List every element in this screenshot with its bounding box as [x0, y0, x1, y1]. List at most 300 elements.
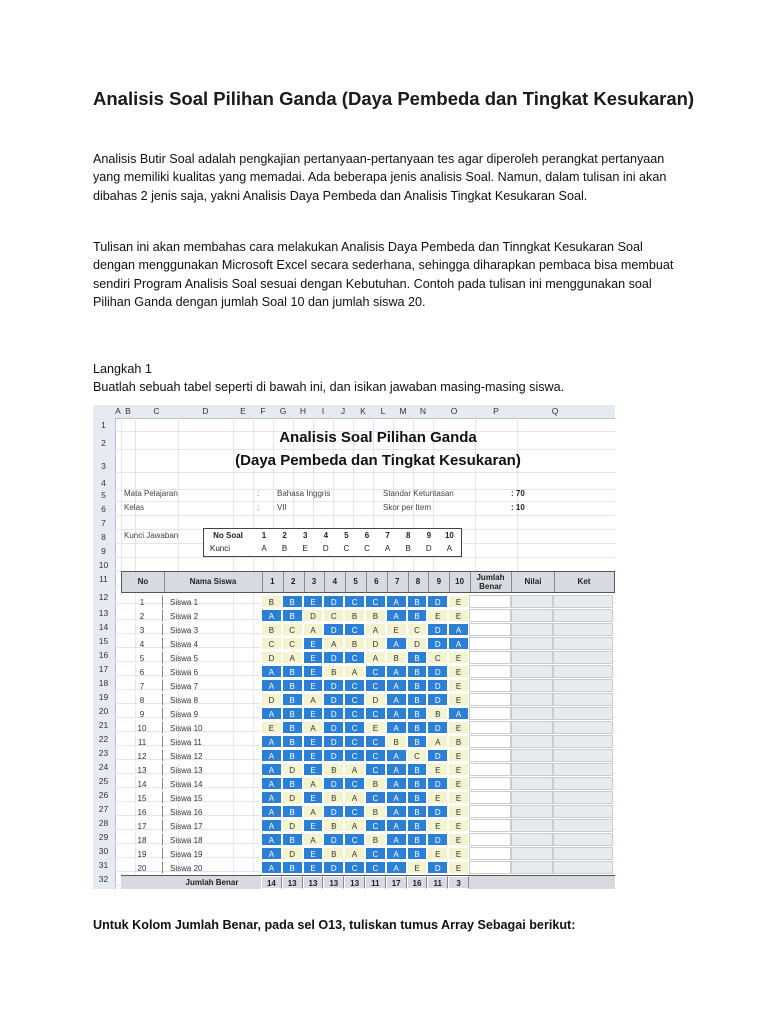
jumlah-benar-cell [469, 763, 511, 776]
answer-cell: B [282, 861, 303, 874]
answer-cell: E [303, 749, 324, 762]
ket-cell [553, 595, 613, 608]
answer-cell: D [323, 651, 344, 664]
nilai-cell [511, 595, 553, 608]
student-name: Siswa 12 [163, 749, 261, 762]
answer-cell: B [282, 665, 303, 678]
column-letter: L [380, 406, 386, 416]
table-row [121, 777, 615, 791]
jumlah-benar-cell [469, 819, 511, 832]
row-number: 30 [98, 846, 109, 856]
answer-cell: B [282, 595, 303, 608]
ket-cell [553, 819, 613, 832]
header-soal-number: 4 [324, 572, 346, 592]
kunci-answer: C [364, 544, 370, 553]
answer-cell: B [386, 735, 407, 748]
answer-cell: C [407, 623, 428, 636]
row-number: 8 [101, 532, 106, 542]
kunci-row-label: Kunci [210, 544, 231, 553]
answer-cell: A [386, 777, 407, 790]
answer-cell: E [448, 791, 469, 804]
row-number: 4 [101, 478, 106, 488]
jumlah-benar-cell [469, 847, 511, 860]
answer-cell: D [365, 693, 386, 706]
answer-cell: D [323, 735, 344, 748]
answer-cell: A [365, 623, 386, 636]
answer-cell: B [344, 637, 365, 650]
answer-cell: C [344, 693, 365, 706]
header-ket: Ket [577, 577, 591, 586]
answer-cell: A [261, 791, 282, 804]
answer-cell: C [365, 735, 386, 748]
answer-cell: A [386, 665, 407, 678]
answer-cell: A [282, 651, 303, 664]
answer-cell: B [407, 805, 428, 818]
nilai-cell [511, 749, 553, 762]
answer-cell: B [365, 777, 386, 790]
jumlah-benar-cell [469, 707, 511, 720]
row-header-bar [93, 418, 116, 889]
header-soal-number: 7 [387, 572, 409, 592]
ket-cell [553, 861, 613, 874]
sum-row [121, 875, 615, 889]
ket-cell [553, 721, 613, 734]
answer-cell: A [344, 665, 365, 678]
soal-number: 4 [323, 531, 329, 540]
answer-cell: B [365, 833, 386, 846]
student-name: Siswa 7 [163, 679, 261, 692]
table-row [121, 833, 615, 847]
step-title: Langkah 1 [93, 362, 152, 376]
answer-cell: A [365, 651, 386, 664]
answer-cell: C [407, 749, 428, 762]
table-row [121, 791, 615, 805]
jumlah-benar-cell [469, 609, 511, 622]
answer-cell: E [303, 763, 324, 776]
answer-cell: E [448, 749, 469, 762]
answer-cell: C [365, 763, 386, 776]
column-letter: E [240, 406, 246, 416]
answer-cell: A [261, 735, 282, 748]
answer-cell: B [282, 805, 303, 818]
answer-cell: D [282, 819, 303, 832]
student-no: 14 [121, 777, 163, 790]
row-number: 14 [98, 622, 109, 632]
answer-cell: A [303, 777, 324, 790]
answer-cell: C [282, 637, 303, 650]
answer-cell: C [344, 749, 365, 762]
row-number: 22 [98, 734, 109, 744]
student-no: 5 [121, 651, 163, 664]
answer-cell: B [323, 791, 344, 804]
step-description: Buatlah sebuah tabel seperti di bawah ini, dan isikan jawaban masing-masing siswa. [93, 380, 565, 395]
nilai-cell [511, 735, 553, 748]
student-no: 2 [121, 609, 163, 622]
header-nama-siswa: Nama Siswa [164, 572, 263, 592]
answer-cell: B [386, 651, 407, 664]
answer-cell: C [365, 861, 386, 874]
student-name: Siswa 16 [163, 805, 261, 818]
jumlah-benar-cell [469, 595, 511, 608]
skor-label: Skor per Item [383, 503, 432, 512]
sum-cell: 11 [365, 876, 386, 889]
answer-cell: D [261, 693, 282, 706]
answer-cell: C [365, 707, 386, 720]
column-letter: M [399, 406, 407, 416]
answer-cell: B [407, 721, 428, 734]
sum-cell: 13 [282, 876, 303, 889]
row-number: 11 [99, 574, 108, 584]
answer-cell: D [323, 749, 344, 762]
ket-cell [553, 679, 613, 692]
answer-cell: C [344, 679, 365, 692]
student-name: Siswa 11 [163, 735, 261, 748]
answer-cell: A [386, 679, 407, 692]
answer-cell: C [344, 721, 365, 734]
answer-cell: C [365, 847, 386, 860]
answer-cell: D [427, 679, 448, 692]
answer-cell: D [323, 805, 344, 818]
table-row [121, 735, 615, 749]
answer-cell: D [323, 693, 344, 706]
student-name: Siswa 18 [163, 833, 261, 846]
answer-cell: B [407, 763, 428, 776]
student-no: 6 [121, 665, 163, 678]
student-no: 20 [121, 861, 163, 874]
answer-cell: B [448, 735, 469, 748]
student-name: Siswa 10 [163, 721, 261, 734]
header-soal-number: 2 [283, 572, 305, 592]
row-number: 28 [98, 818, 109, 828]
kunci-answer: B [281, 544, 288, 553]
table-row [121, 847, 615, 861]
table-row [121, 805, 615, 819]
kunci-answer: E [302, 544, 308, 553]
ket-cell [553, 623, 613, 636]
answer-cell: A [386, 847, 407, 860]
answer-cell: E [448, 595, 469, 608]
answer-cell: B [282, 707, 303, 720]
row-number: 16 [98, 650, 109, 660]
answer-cell: C [282, 623, 303, 636]
answer-cell: D [427, 749, 448, 762]
student-name: Siswa 19 [163, 847, 261, 860]
answer-cell: E [261, 721, 282, 734]
row-number: 21 [98, 720, 109, 730]
answer-cell: D [427, 693, 448, 706]
ket-cell [553, 763, 613, 776]
answer-cell: A [386, 791, 407, 804]
answer-cell: A [303, 833, 324, 846]
kunci-answer: A [384, 544, 391, 553]
header-soal-number: 6 [366, 572, 388, 592]
jumlah-benar-cell [469, 637, 511, 650]
student-no: 8 [121, 693, 163, 706]
row-number: 25 [98, 776, 109, 786]
table-row [121, 749, 615, 763]
kunci-jawaban-label: Kunci Jawaban [124, 531, 179, 540]
answer-cell: C [344, 623, 365, 636]
jumlah-benar-cell [469, 749, 511, 762]
gridline [115, 449, 615, 450]
answer-cell: B [407, 819, 428, 832]
row-number: 19 [98, 692, 109, 702]
jumlah-benar-cell [469, 833, 511, 846]
jumlah-benar-cell [469, 679, 511, 692]
answer-cell: B [261, 595, 282, 608]
answer-cell: A [386, 861, 407, 874]
answer-cell: A [261, 777, 282, 790]
kunci-answer: A [446, 544, 453, 553]
column-letter: Q [551, 406, 559, 416]
answer-cell: D [427, 637, 448, 650]
soal-number: 10 [444, 531, 454, 540]
column-letter: P [493, 406, 499, 416]
answer-cell: A [386, 693, 407, 706]
answer-cell: D [261, 651, 282, 664]
table-row [121, 637, 615, 651]
answer-cell: A [303, 693, 324, 706]
answer-cell: B [282, 693, 303, 706]
answer-cell: C [365, 679, 386, 692]
nilai-cell [511, 847, 553, 860]
answer-cell: E [448, 861, 469, 874]
answer-cell: E [448, 651, 469, 664]
answer-cell: D [427, 861, 448, 874]
jumlah-benar-cell [469, 623, 511, 636]
answer-cell: A [303, 623, 324, 636]
answer-cell: D [323, 623, 344, 636]
answer-cell: C [344, 707, 365, 720]
table-row [121, 693, 615, 707]
answer-cell: B [282, 777, 303, 790]
student-name: Siswa 2 [163, 609, 261, 622]
column-letter: H [299, 406, 307, 416]
answer-cell: C [344, 777, 365, 790]
spreadsheet-image [93, 405, 615, 889]
header-soal-number: 1 [262, 572, 284, 592]
answer-cell: C [344, 861, 365, 874]
soal-number: 9 [426, 531, 432, 540]
student-name: Siswa 17 [163, 819, 261, 832]
kelas-value: VII [277, 503, 287, 512]
answer-cell: A [386, 819, 407, 832]
column-letter: B [125, 406, 131, 416]
row-number: 10 [98, 560, 109, 570]
answer-cell: A [261, 833, 282, 846]
row-number: 23 [98, 748, 109, 758]
answer-cell: A [344, 819, 365, 832]
nilai-cell [511, 805, 553, 818]
answer-cell: B [282, 833, 303, 846]
student-no: 16 [121, 805, 163, 818]
soal-number: 1 [261, 531, 267, 540]
column-letter: I [321, 406, 325, 416]
answer-cell: A [261, 707, 282, 720]
answer-cell: A [386, 833, 407, 846]
answer-cell: C [365, 595, 386, 608]
answer-cell: A [323, 637, 344, 650]
column-letter: F [260, 406, 266, 416]
student-name: Siswa 4 [163, 637, 261, 650]
answer-cell: D [323, 595, 344, 608]
jumlah-benar-cell [469, 791, 511, 804]
nilai-cell [511, 791, 553, 804]
formula-instruction: Untuk Kolom Jumlah Benar, pada sel O13, tuliskan tumus Array Sebagai berikut: [93, 918, 576, 932]
student-name: Siswa 14 [163, 777, 261, 790]
column-letter: C [153, 406, 160, 416]
student-no: 10 [121, 721, 163, 734]
answer-cell: E [448, 777, 469, 790]
answer-cell: E [303, 595, 324, 608]
answer-cell: A [448, 637, 469, 650]
row-number: 2 [101, 438, 106, 448]
answer-cell: E [427, 819, 448, 832]
ket-cell [553, 735, 613, 748]
answer-cell: D [427, 721, 448, 734]
skor-value: : 10 [511, 503, 525, 512]
answer-cell: A [386, 595, 407, 608]
nilai-cell [511, 637, 553, 650]
answer-cell: D [427, 777, 448, 790]
jumlah-benar-cell [469, 777, 511, 790]
table-row [121, 763, 615, 777]
answer-cell: C [344, 805, 365, 818]
answer-cell: E [303, 735, 324, 748]
sum-cell: 11 [427, 876, 448, 889]
answer-cell: A [261, 861, 282, 874]
answer-cell: B [407, 777, 428, 790]
answer-cell: E [303, 861, 324, 874]
student-no: 19 [121, 847, 163, 860]
answer-cell: A [344, 763, 365, 776]
table-row [121, 595, 615, 609]
answer-cell: A [386, 707, 407, 720]
answer-cell: D [407, 637, 428, 650]
ket-cell [553, 791, 613, 804]
jumlah-benar-cell [469, 861, 511, 874]
student-name: Siswa 20 [163, 861, 261, 874]
answer-cell: C [344, 833, 365, 846]
ket-cell [553, 749, 613, 762]
soal-number: 5 [344, 531, 349, 540]
ket-cell [553, 777, 613, 790]
answer-cell: C [365, 791, 386, 804]
table-row [121, 665, 615, 679]
answer-cell: B [407, 735, 428, 748]
table-row [121, 819, 615, 833]
header-jumlah-benar: Jumlah Benar [470, 572, 512, 592]
row-number: 31 [98, 860, 109, 870]
jumlah-benar-cell [469, 665, 511, 678]
answer-cell: E [448, 763, 469, 776]
soal-number: 6 [364, 531, 370, 540]
nilai-cell [511, 721, 553, 734]
answer-cell: B [282, 609, 303, 622]
student-name: Siswa 8 [163, 693, 261, 706]
student-name: Siswa 15 [163, 791, 261, 804]
document-title: Analisis Soal Pilihan Ganda (Daya Pembeda dan Tingkat Kesukaran) [93, 88, 695, 109]
student-name: Siswa 3 [163, 623, 261, 636]
answer-cell: A [344, 847, 365, 860]
soal-number: 2 [282, 531, 287, 540]
student-no: 12 [121, 749, 163, 762]
answer-cell: C [344, 735, 365, 748]
colon-kelas: : [257, 503, 260, 512]
row-number: 18 [98, 678, 109, 688]
answer-cell: D [323, 777, 344, 790]
answer-cell: B [407, 847, 428, 860]
sum-cell: 3 [448, 876, 469, 889]
answer-cell: A [386, 721, 407, 734]
row-number: 24 [98, 762, 109, 772]
nilai-cell [511, 777, 553, 790]
answer-cell: B [407, 679, 428, 692]
answer-cell: A [261, 749, 282, 762]
student-no: 1 [121, 595, 163, 608]
answer-cell: D [323, 721, 344, 734]
answer-cell: D [427, 665, 448, 678]
kunci-answer: C [343, 544, 350, 553]
student-no: 7 [121, 679, 163, 692]
header-soal-number: 3 [304, 572, 326, 592]
colon-mapel: : [257, 489, 260, 498]
ket-cell [553, 665, 613, 678]
answer-cell: D [323, 833, 344, 846]
answer-cell: B [407, 595, 428, 608]
nilai-cell [511, 651, 553, 664]
answer-cell: E [427, 847, 448, 860]
nilai-cell [511, 609, 553, 622]
answer-cell: B [282, 749, 303, 762]
paragraph-purpose: Tulisan ini akan membahas cara melakukan Analisis Daya Pembeda dan Tinngkat Kesukaran Soal dengan menggunakan Microsoft Excel secara sederhana, sehingga diharapkan pembaca bisa membuat sendiri Program Analisis Soal sesuai dengan Kebutuhan. Contoh pada tulisan ini menggunakan soal Pilihan Ganda dengan jumlah Soal 10 dan jumlah siswa 20. [93, 240, 674, 310]
answer-cell: B [282, 735, 303, 748]
answer-cell: C [323, 609, 344, 622]
column-letter: O [450, 406, 458, 416]
answer-cell: E [448, 721, 469, 734]
answer-cell: B [407, 707, 428, 720]
student-table-header [121, 571, 615, 593]
jumlah-benar-cell [469, 693, 511, 706]
student-no: 9 [121, 707, 163, 720]
nilai-cell [511, 679, 553, 692]
answer-cell: B [407, 651, 428, 664]
nilai-cell [511, 833, 553, 846]
column-letter: N [419, 406, 427, 416]
answer-cell: D [323, 679, 344, 692]
mata-pelajaran-label: Mata Pelajaran [124, 489, 178, 498]
answer-cell: E [448, 819, 469, 832]
answer-cell: E [448, 609, 469, 622]
ket-cell [553, 833, 613, 846]
answer-cell: E [303, 819, 324, 832]
answer-cell: B [407, 609, 428, 622]
ket-cell [553, 693, 613, 706]
answer-cell: B [344, 609, 365, 622]
column-letter: A [115, 406, 121, 416]
answer-cell: A [303, 721, 324, 734]
student-name: Siswa 5 [163, 651, 261, 664]
student-no: 3 [121, 623, 163, 636]
answer-cell: B [282, 721, 303, 734]
row-number: 29 [98, 832, 109, 842]
column-header-bar [93, 405, 615, 419]
answer-cell: A [261, 805, 282, 818]
step-block [93, 360, 564, 397]
answer-cell: A [261, 819, 282, 832]
answer-cell: D [282, 763, 303, 776]
answer-cell: D [282, 791, 303, 804]
